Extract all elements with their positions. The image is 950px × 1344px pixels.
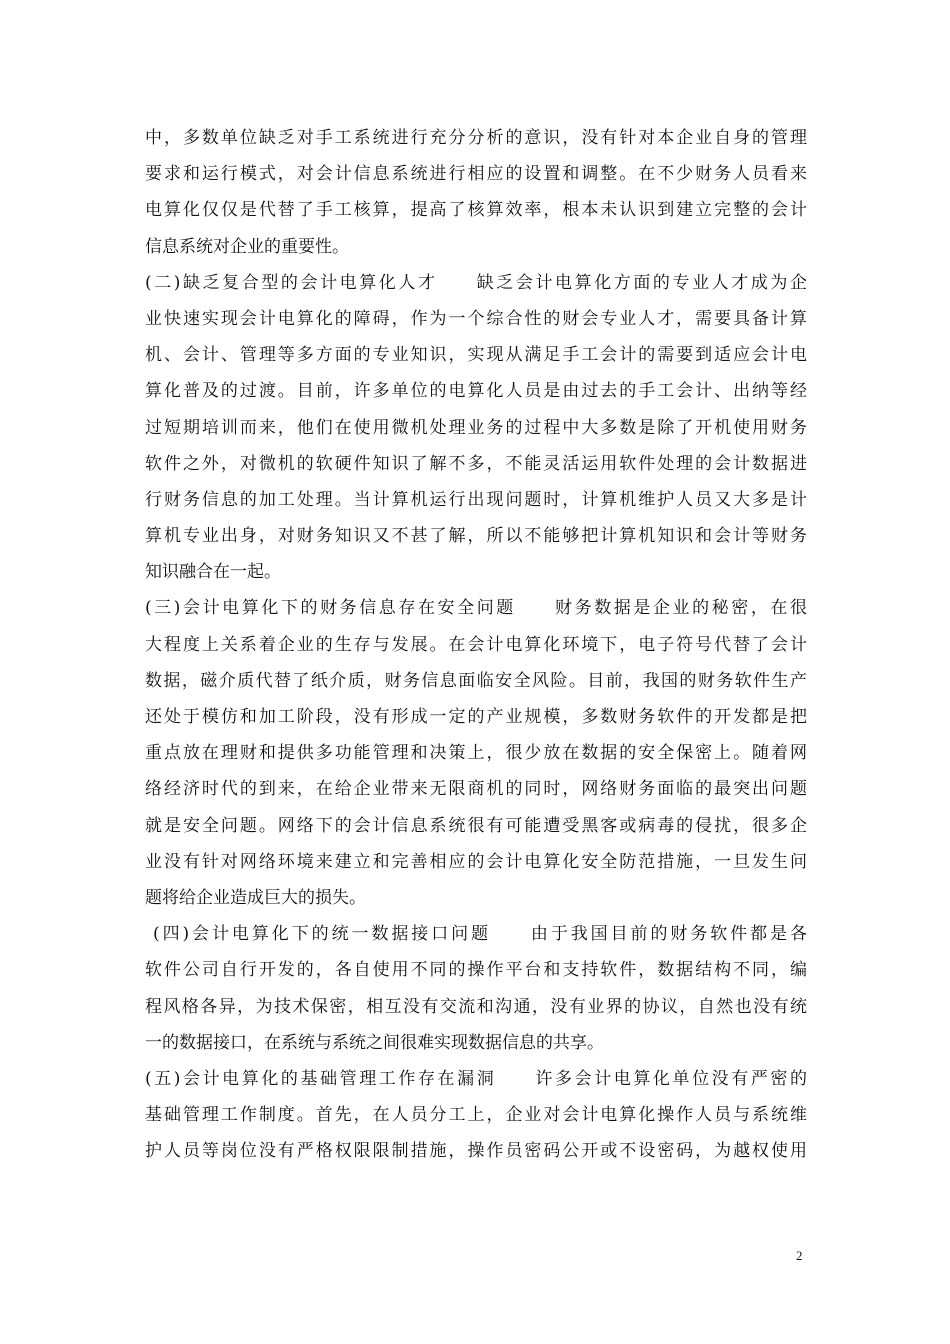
text-line: 过短期培训而来，他们在使用微机处理业务的过程中大多数是除了开机使用财务: [145, 417, 807, 438]
text-line: 络经济时代的到来，在给企业带来无限商机的同时，网络财务面临的最突出问题: [145, 779, 807, 800]
text-line: 算机专业出身，对财务知识又不甚了解，所以不能够把计算机知识和会计等财务: [145, 526, 807, 547]
text-line: 护人员等岗位没有严格权限限制措施，操作员密码公开或不设密码，为越权使用: [145, 1141, 807, 1162]
text-line: 业没有针对网络环境来建立和完善相应的会计电算化安全防范措施，一旦发生问: [145, 851, 807, 872]
text-line: 大程度上关系着企业的生存与发展。在会计电算化环境下，电子符号代替了会计: [145, 634, 807, 655]
text-line: 就是安全问题。网络下的会计信息系统很有可能遭受黑客或病毒的侵扰，很多企: [145, 815, 807, 836]
text-line: 中，多数单位缺乏对手工系统进行充分分析的意识，没有针对本企业自身的管理: [145, 128, 807, 148]
text-line: 电算化仅仅是代替了手工核算，提高了核算效率，根本未认识到建立完整的会计: [145, 200, 807, 221]
document-body: [145, 120, 807, 1169]
text-line: 知识融合在一起。: [145, 562, 281, 583]
text-line: 机、会计、管理等多方面的专业知识，实现从满足手工会计的需要到适应会计电: [145, 345, 807, 366]
text-line: 还处于模仿和加工阶段，没有形成一定的产业规模，多数财务软件的开发都是把: [145, 707, 807, 727]
text-line: 题将给企业造成巨大的损失。: [145, 887, 366, 908]
section-heading-line: (五)会计电算化的基础管理工作存在漏洞 许多会计电算化单位没有严密的: [145, 1068, 807, 1089]
text-line: 要求和运行模式，对会计信息系统进行相应的设置和调整。在不少财务人员看来: [145, 164, 807, 185]
section-heading-line: (四)会计电算化下的统一数据接口问题 由于我国目前的财务软件都是各: [153, 924, 807, 945]
text-line: 信息系统对企业的重要性。: [145, 236, 349, 257]
section-heading-line: (二)缺乏复合型的会计电算化人才 缺乏会计电算化方面的专业人才成为企: [145, 272, 807, 293]
text-line: 软件公司自行开发的，各自使用不同的操作平台和支持软件，数据结构不同，编: [145, 960, 807, 981]
text-line: 行财务信息的加工处理。当计算机运行出现问题时，计算机维护人员又大多是计: [145, 489, 807, 510]
text-line: 基础管理工作制度。首先，在人员分工上，企业对会计电算化操作人员与系统维: [145, 1105, 807, 1126]
text-line: 业快速实现会计电算化的障碍，作为一个综合性的财会专业人才，需要具备计算: [145, 308, 807, 329]
text-line: 算化普及的过渡。目前，许多单位的电算化人员是由过去的手工会计、出纳等经: [145, 381, 807, 402]
text-line: 程风格各异，为技术保密，相互没有交流和沟通，没有业界的协议，自然也没有统: [145, 996, 807, 1017]
section-heading-line: (三)会计电算化下的财务信息存在安全问题 财务数据是企业的秘密，在很: [145, 598, 807, 619]
text-line: 数据，磁介质代替了纸介质，财务信息面临安全风险。目前，我国的财务软件生产: [145, 670, 807, 691]
text-line: 软件之外，对微机的软硬件知识了解不多，不能灵活运用软件处理的会计数据进: [145, 453, 807, 474]
page-number: 2: [796, 1248, 803, 1263]
text-line: 重点放在理财和提供多功能管理和决策上，很少放在数据的安全保密上。随着网: [145, 743, 807, 764]
text-line: 一的数据接口，在系统与系统之间很难实现数据信息的共享。: [145, 1032, 604, 1053]
